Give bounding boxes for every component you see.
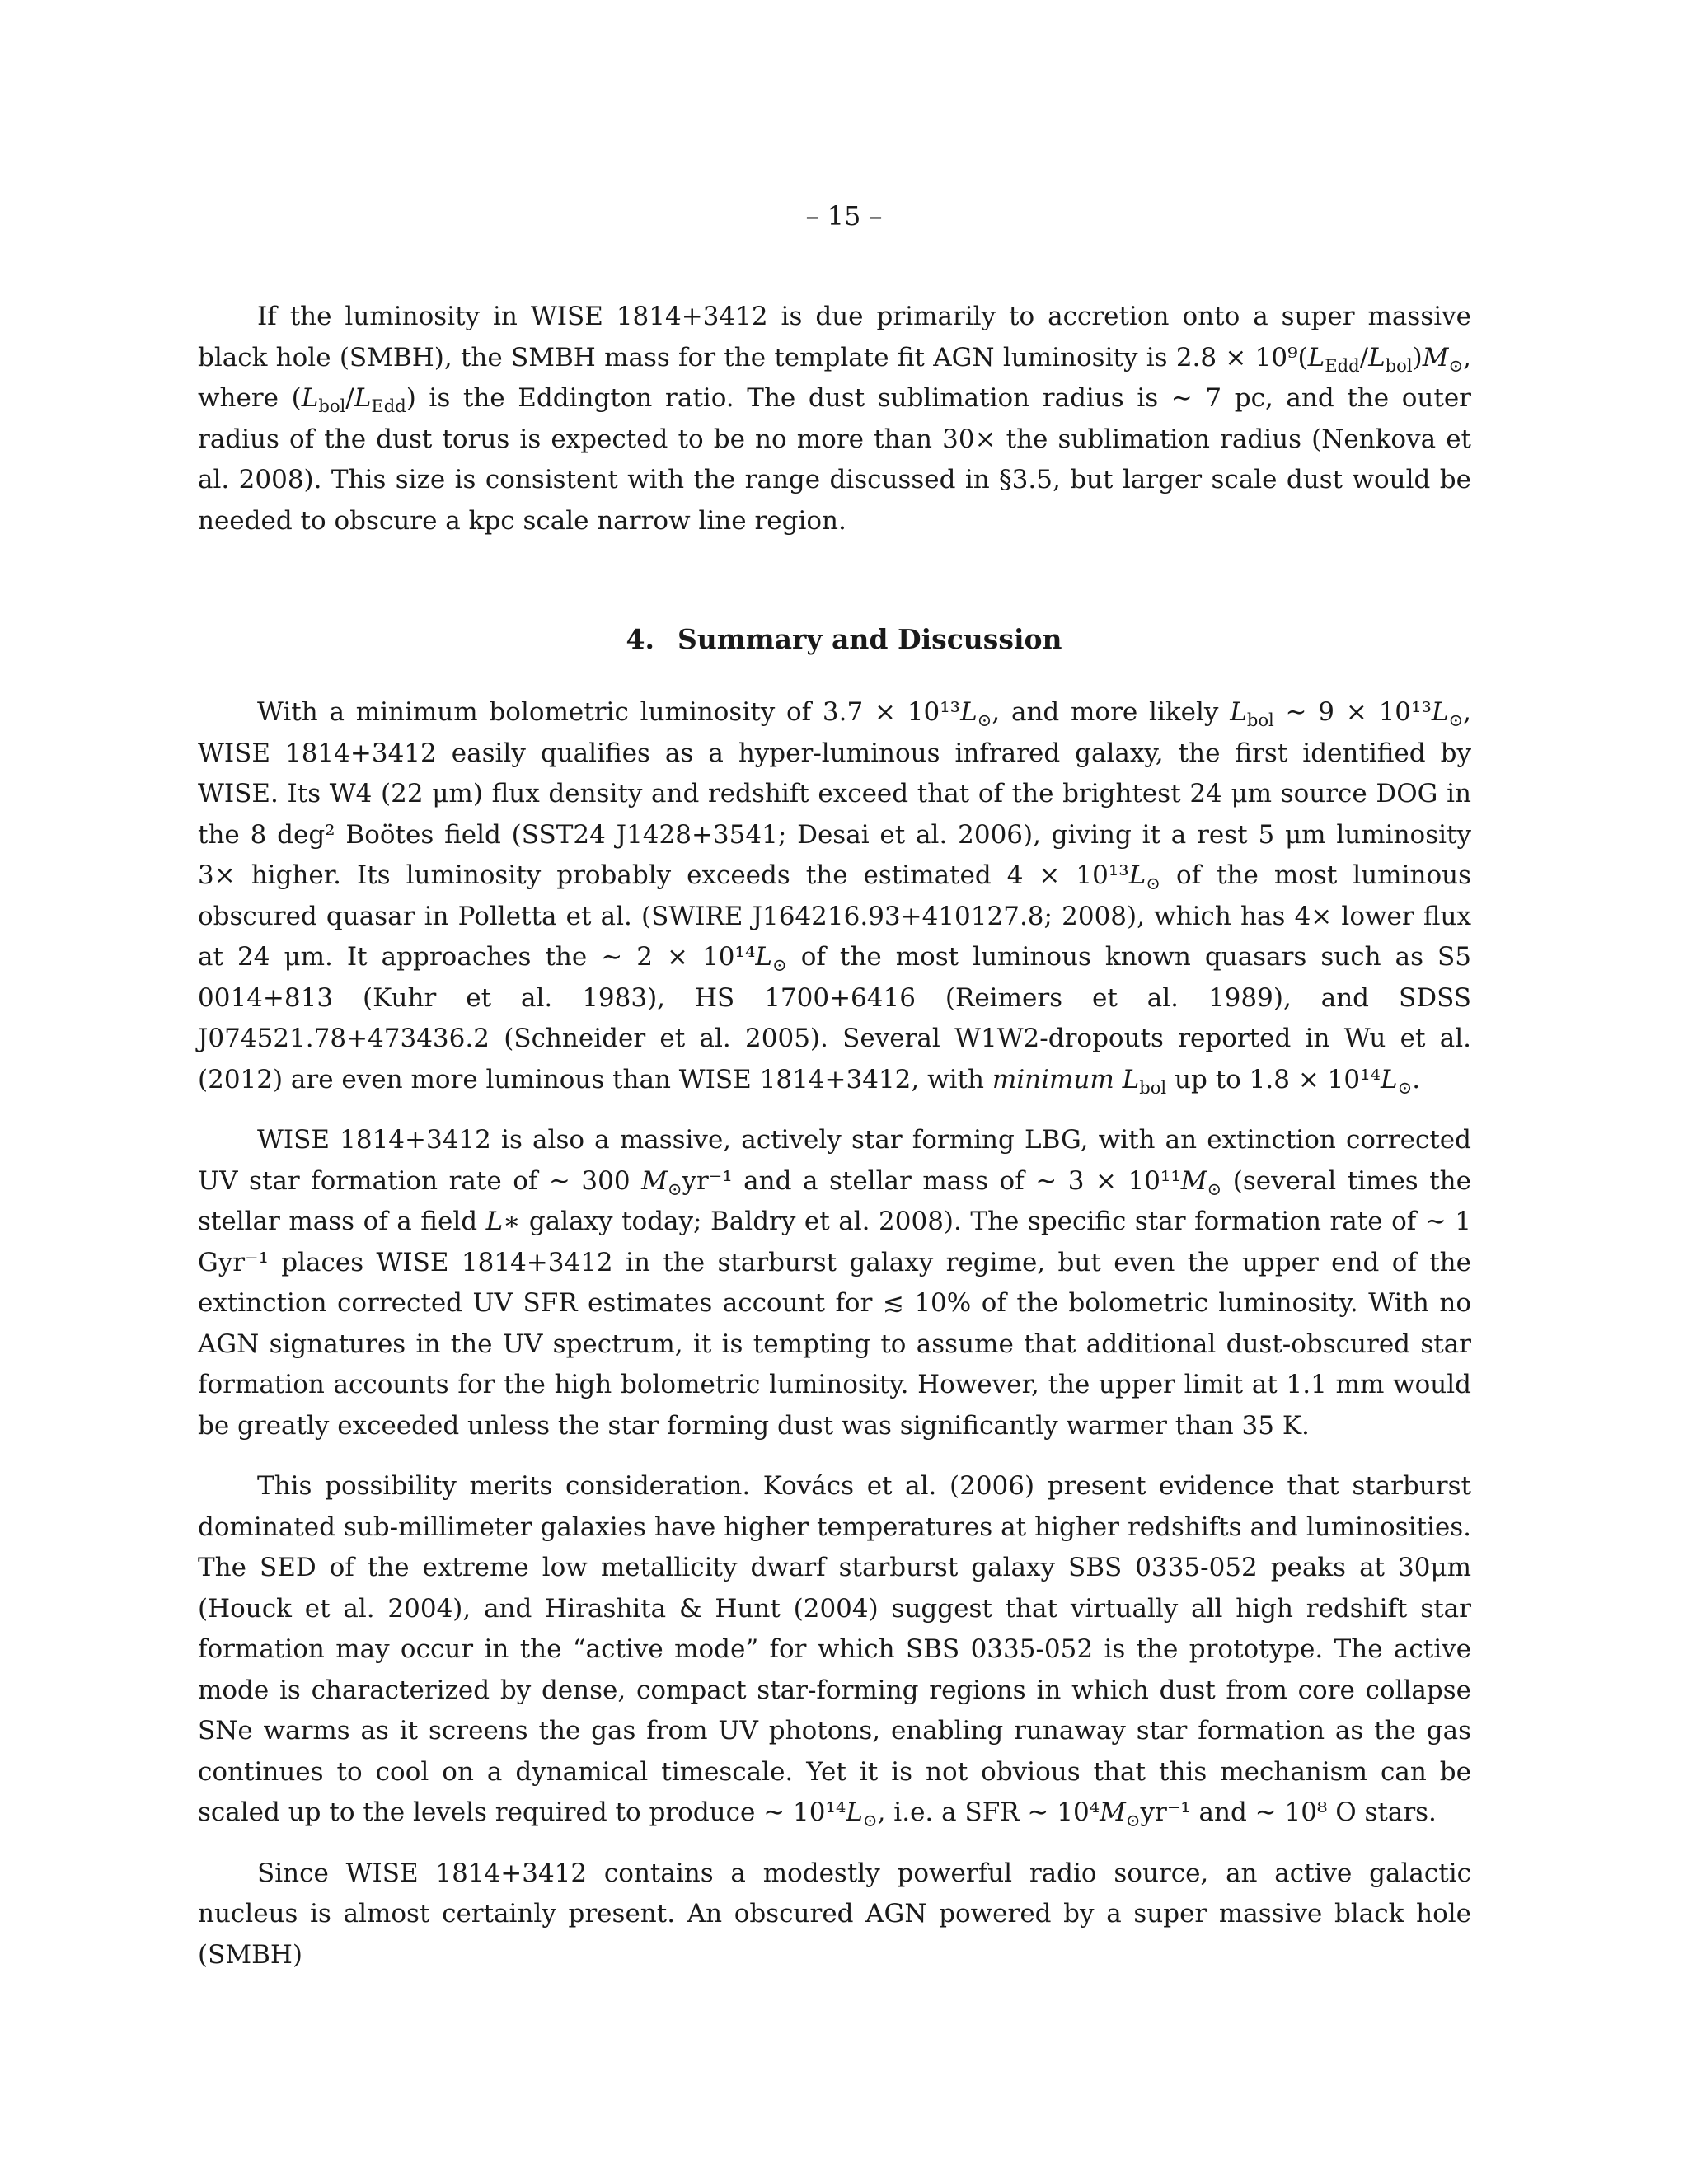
page-number: – 15 –	[805, 200, 883, 232]
section-title: Summary and Discussion	[677, 623, 1062, 655]
body-paragraph: WISE 1814+3412 is also a massive, actively star forming LBG, with an extinction corrected UV star formation rate of ∼ 300 $M_⊙yr^{-1}$ and a stellar mass of ∼ $3 \times 10^{11}M_⊙$ (several times the stellar mass of a field L∗ galaxy today; Baldry et al. 2008). The specific star formation rate of ∼ 1 Gyr⁻¹ places WISE 1814+3412 in the starburst galaxy regime, but even the upper end of the extinction corrected UV SFR estimates account for ≲ 10% of the bolometric luminosity. With no AGN signatures in the UV spectrum, it is tempting to assume that additional dust-obscured star formation accounts for the high bolometric luminosity. However, the upper limit at 1.1 mm would be greatly exceeded unless the star forming dust was significantly warmer than 35 K.	[198, 1125, 1471, 1441]
intro-paragraph-block	[198, 297, 1471, 541]
section-heading	[0, 623, 1688, 656]
body-paragraph: With a minimum bolometric luminosity of $3.7 \times 10^{13}L_⊙$, and more likely $L_{bol}$ ∼ $9 \times 10^{13}L_⊙$, WISE 1814+3412 easily qualifies as a hyper-luminous infrared galaxy, the first identified by WISE. Its W4 (22 μm) flux density and redshift exceed that of the brightest 24 μm source DOG in the 8 deg² Boötes field (SST24 J1428+3541; Desai et al. 2006), giving it a rest 5 μm luminosity 3× higher. Its luminosity probably exceeds the estimated $4 \times 10^{13}L_⊙$ of the most luminous obscured quasar in Polletta et al. (SWIRE J164216.93+410127.8; 2008), which has 4× lower flux at 24 μm. It approaches the ∼ $2 \times 10^{14}L_⊙$ of the most luminous known quasars such as S5 0014+813 (Kuhr et al. 1983), HS 1700+6416 (Reimers et al. 1989), and SDSS J074521.78+473436.2 (Schneider et al. 2005). Several W1W2-dropouts reported in Wu et al. (2012) are even more luminous than WISE 1814+3412, with minimum $L_{bol}$ up to $1.8 \times 10^{14}L_⊙$.	[198, 697, 1471, 1098]
body-paragraph: If the luminosity in WISE 1814+3412 is due primarily to accretion onto a super massive black hole (SMBH), the SMBH mass for the template fit AGN luminosity is $2.8 \times 10^9(L_{Edd}/L_{bol})M_⊙$, where $(L_{bol}/L_{Edd})$ is the Eddington ratio. The dust sublimation radius is ∼ 7 pc, and the outer radius of the dust torus is expected to be no more than 30× the sublimation radius (Nenkova et al. 2008). This size is consistent with the range discussed in §3.5, but larger scale dust would be needed to obscure a kpc scale narrow line region.	[198, 302, 1471, 536]
body-paragraph: Since WISE 1814+3412 contains a modestly powerful radio source, an active galactic nucleus is almost certainly present. An obscured AGN powered by a super massive black hole (SMBH)	[198, 1858, 1471, 1970]
section-body	[198, 692, 1471, 1975]
section-number: 4.	[626, 623, 654, 655]
body-paragraph: This possibility merits consideration. Kovács et al. (2006) present evidence that starburst dominated sub-millimeter galaxies have higher temperatures at higher redshifts and luminosities. The SED of the extreme low metallicity dwarf starburst galaxy SBS 0335-052 peaks at 30μm (Houck et al. 2004), and Hirashita & Hunt (2004) suggest that virtually all high redshift star formation may occur in the “active mode” for which SBS 0335-052 is the prototype. The active mode is characterized by dense, compact star-forming regions in which dust from core collapse SNe warms as it screens the gas from UV photons, enabling runaway star formation as the gas continues to cool on a dynamical timescale. Yet it is not obvious that this mechanism can be scaled up to the levels required to produce ∼ $10^{14}L_⊙$, i.e. a SFR ∼ $10^4M_⊙yr^{-1}$ and ∼ 10⁸ O stars.	[198, 1471, 1471, 1831]
